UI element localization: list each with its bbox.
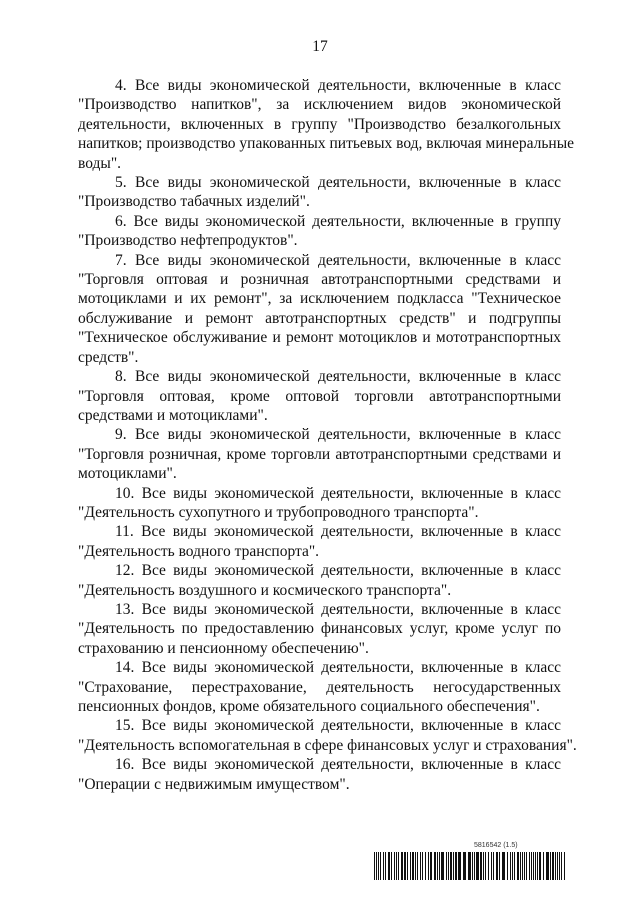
list-item [78, 173, 561, 212]
paragraph-line: 4. Все виды экономической деятельности, включенные в класс [115, 77, 561, 94]
list-item [78, 212, 561, 251]
document-code: 5816542 (1.5) [474, 842, 518, 849]
paragraph-line: "Торговля оптовая, кроме оптовой торговли автотранспортными [78, 387, 561, 405]
paragraph-line: "Деятельность по предоставлению финансовых услуг, кроме услуг по [78, 620, 561, 638]
paragraph-line: "Деятельность воздушного и космического транспорта". [78, 581, 452, 599]
paragraph-line: страхованию и пенсионному обеспечению". [78, 639, 369, 657]
page-number: 17 [312, 38, 328, 55]
paragraph-line: "Страхование, перестрахование, деятельность негосударственных [78, 678, 561, 696]
paragraph-line: "Деятельность сухопутного и трубопроводного транспорта". [78, 503, 479, 521]
paragraph-line: 8. Все виды экономической деятельности, включенные в класс [115, 368, 561, 386]
paragraph-line: 11. Все виды экономической деятельности, включенные в класс [115, 523, 561, 541]
document-body [78, 76, 577, 794]
paragraph-line: мотоциклами и их ремонт", за исключением подкласса "Техническое [78, 290, 561, 308]
paragraph-line: "Производство нефтепродуктов". [78, 232, 298, 250]
paragraph-line: 16. Все виды экономической деятельности, включенные в класс [115, 756, 561, 774]
paragraph-line: "Операции с недвижимым имуществом". [78, 775, 350, 793]
list-item [78, 755, 561, 794]
list-item [78, 251, 561, 367]
barcode-icon [374, 852, 566, 880]
paragraph-line: деятельности, включенных в группу "Производство безалкогольных [78, 115, 561, 133]
list-item [78, 658, 561, 716]
paragraph-line: напитков; производство упакованных питьевых вод, включая минеральные [78, 135, 574, 153]
list-item [78, 76, 574, 173]
paragraph-line: "Торговля розничная, кроме торговли автотранспортными средствами и [78, 445, 561, 463]
paragraph-line: обслуживание и ремонт автотранспортных средств" и подгруппы [78, 309, 561, 327]
paragraph-line: "Техническое обслуживание и ремонт мотоциклов и мототранспортных [78, 329, 561, 347]
list-item [78, 367, 561, 425]
paragraph-line: средствами и мотоциклами". [78, 406, 268, 424]
paragraph-line: 12. Все виды экономической деятельности, включенные в класс [115, 562, 561, 580]
list-item [78, 716, 577, 755]
paragraph-line: мотоциклами". [78, 465, 177, 483]
paragraph-line: 10. Все виды экономической деятельности, включенные в класс [115, 484, 561, 502]
paragraph-line: "Торговля оптовая и розничная автотранспортными средствами и [78, 271, 561, 289]
paragraph-line: 9. Все виды экономической деятельности, включенные в класс [115, 426, 561, 444]
paragraph-line: "Деятельность вспомогательная в сфере финансовых услуг и страхования". [78, 736, 577, 754]
paragraph-line: "Производство табачных изделий". [78, 193, 310, 211]
paragraph-line: 5. Все виды экономической деятельности, включенные в класс [115, 174, 561, 192]
paragraph-line: средств". [78, 348, 139, 366]
list-item [78, 425, 561, 483]
paragraph-line: 14. Все виды экономической деятельности, включенные в класс [115, 659, 561, 677]
paragraph-line: "Деятельность водного транспорта". [78, 542, 320, 560]
list-item [78, 600, 561, 658]
paragraph-line: 13. Все виды экономической деятельности, включенные в класс [115, 600, 561, 618]
paragraph-line: 6. Все виды экономической деятельности, включенные в группу [115, 212, 561, 230]
list-item [78, 522, 561, 561]
paragraph-line: пенсионных фондов, кроме обязательного социального обеспечения". [78, 698, 540, 715]
paragraph-line: "Производство напитков", за исключением видов экономической [78, 96, 561, 114]
paragraph-line: 15. Все виды экономической деятельности, включенные в класс [115, 717, 561, 735]
paragraph-line: воды". [78, 154, 122, 172]
list-item [78, 561, 561, 600]
paragraph-line: 7. Все виды экономической деятельности, включенные в класс [115, 251, 561, 269]
list-item [78, 484, 561, 523]
